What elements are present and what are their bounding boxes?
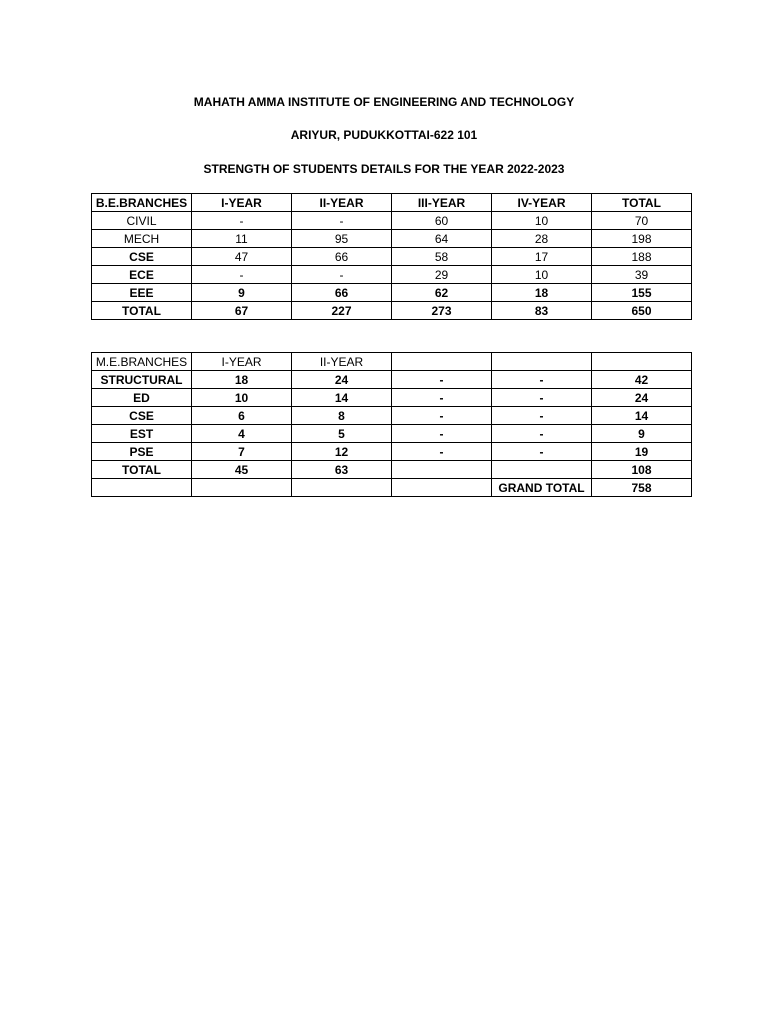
column-header: B.E.BRANCHES	[92, 194, 192, 212]
table-cell: -	[392, 371, 492, 389]
table-cell: -	[492, 407, 592, 425]
be-strength-table	[91, 193, 692, 320]
table-cell: 12	[292, 443, 392, 461]
table-cell: 67	[192, 302, 292, 320]
table-cell: 7	[192, 443, 292, 461]
table-row	[92, 407, 692, 425]
table-cell: -	[392, 443, 492, 461]
table-cell: 58	[392, 248, 492, 266]
table-cell: MECH	[92, 230, 192, 248]
table-cell	[92, 479, 192, 497]
table-cell: 95	[292, 230, 392, 248]
table-cell: 273	[392, 302, 492, 320]
table-cell: 17	[492, 248, 592, 266]
table-cell: 42	[592, 371, 692, 389]
table-cell: ECE	[92, 266, 192, 284]
table-cell: 650	[592, 302, 692, 320]
grand-total-value: 758	[592, 479, 692, 497]
column-header	[392, 353, 492, 371]
table-cell: -	[292, 212, 392, 230]
table-cell: 10	[492, 266, 592, 284]
column-header: M.E.BRANCHES	[92, 353, 192, 371]
table-total-row	[92, 461, 692, 479]
table-row	[92, 371, 692, 389]
table-cell	[392, 479, 492, 497]
table-cell: 4	[192, 425, 292, 443]
institute-name: MAHATH AMMA INSTITUTE OF ENGINEERING AND TECHNOLOGY	[193, 95, 575, 109]
column-header	[492, 353, 592, 371]
table-cell: 8	[292, 407, 392, 425]
table-cell: 14	[292, 389, 392, 407]
table-row	[92, 248, 692, 266]
table-cell: -	[192, 212, 292, 230]
table-cell	[192, 479, 292, 497]
table-header-row	[92, 194, 692, 212]
table-cell	[492, 461, 592, 479]
table-cell: CSE	[92, 407, 192, 425]
table-cell: 188	[592, 248, 692, 266]
table-cell: 63	[292, 461, 392, 479]
table-cell: TOTAL	[92, 302, 192, 320]
table-header-row	[92, 353, 692, 371]
table-cell: 9	[192, 284, 292, 302]
table-cell: 18	[192, 371, 292, 389]
column-header: I-YEAR	[192, 194, 292, 212]
table-row	[92, 284, 692, 302]
table-cell: ED	[92, 389, 192, 407]
grand-total-label: GRAND TOTAL	[492, 479, 592, 497]
grand-total-row	[92, 479, 692, 497]
me-strength-table	[91, 352, 692, 497]
table-cell: CSE	[92, 248, 192, 266]
table-cell: 10	[492, 212, 592, 230]
table-cell: 11	[192, 230, 292, 248]
table-cell: 29	[392, 266, 492, 284]
table-cell: -	[392, 425, 492, 443]
column-header: III-YEAR	[392, 194, 492, 212]
table-cell: 18	[492, 284, 592, 302]
table-cell: 10	[192, 389, 292, 407]
table-cell: 9	[592, 425, 692, 443]
column-header	[592, 353, 692, 371]
table-cell: 83	[492, 302, 592, 320]
table-cell: 45	[192, 461, 292, 479]
document-subtitle: STRENGTH OF STUDENTS DETAILS FOR THE YEAR 2022-2023	[203, 162, 565, 176]
column-header: I-YEAR	[192, 353, 292, 371]
table-cell	[392, 461, 492, 479]
table-cell: 24	[592, 389, 692, 407]
table-cell: 14	[592, 407, 692, 425]
table-cell: 66	[292, 248, 392, 266]
table-cell: 66	[292, 284, 392, 302]
table-row	[92, 212, 692, 230]
table-cell: -	[492, 425, 592, 443]
table-cell: 39	[592, 266, 692, 284]
table-row	[92, 425, 692, 443]
table-cell: 6	[192, 407, 292, 425]
table-cell: EEE	[92, 284, 192, 302]
table-total-row	[92, 302, 692, 320]
institute-address: ARIYUR, PUDUKKOTTAI-622 101	[290, 128, 478, 142]
table-cell: -	[392, 389, 492, 407]
table-cell: 227	[292, 302, 392, 320]
table-cell: 24	[292, 371, 392, 389]
table-row	[92, 266, 692, 284]
column-header: IV-YEAR	[492, 194, 592, 212]
table-cell: 198	[592, 230, 692, 248]
table-cell: -	[392, 407, 492, 425]
column-header: II-YEAR	[292, 353, 392, 371]
table-cell: -	[292, 266, 392, 284]
table-cell: -	[492, 443, 592, 461]
table-cell: 19	[592, 443, 692, 461]
table-cell: 108	[592, 461, 692, 479]
table-row	[92, 443, 692, 461]
table-cell: PSE	[92, 443, 192, 461]
table-cell: 64	[392, 230, 492, 248]
table-cell: TOTAL	[92, 461, 192, 479]
column-header: TOTAL	[592, 194, 692, 212]
table-cell	[292, 479, 392, 497]
table-cell: -	[192, 266, 292, 284]
table-cell: 155	[592, 284, 692, 302]
table-cell: 47	[192, 248, 292, 266]
column-header: II-YEAR	[292, 194, 392, 212]
table-cell: 28	[492, 230, 592, 248]
table-cell: CIVIL	[92, 212, 192, 230]
table-cell: EST	[92, 425, 192, 443]
table-cell: STRUCTURAL	[92, 371, 192, 389]
table-cell: -	[492, 371, 592, 389]
table-cell: 70	[592, 212, 692, 230]
table-row	[92, 230, 692, 248]
table-cell: 62	[392, 284, 492, 302]
table-cell: 5	[292, 425, 392, 443]
table-row	[92, 389, 692, 407]
table-cell: 60	[392, 212, 492, 230]
table-cell: -	[492, 389, 592, 407]
